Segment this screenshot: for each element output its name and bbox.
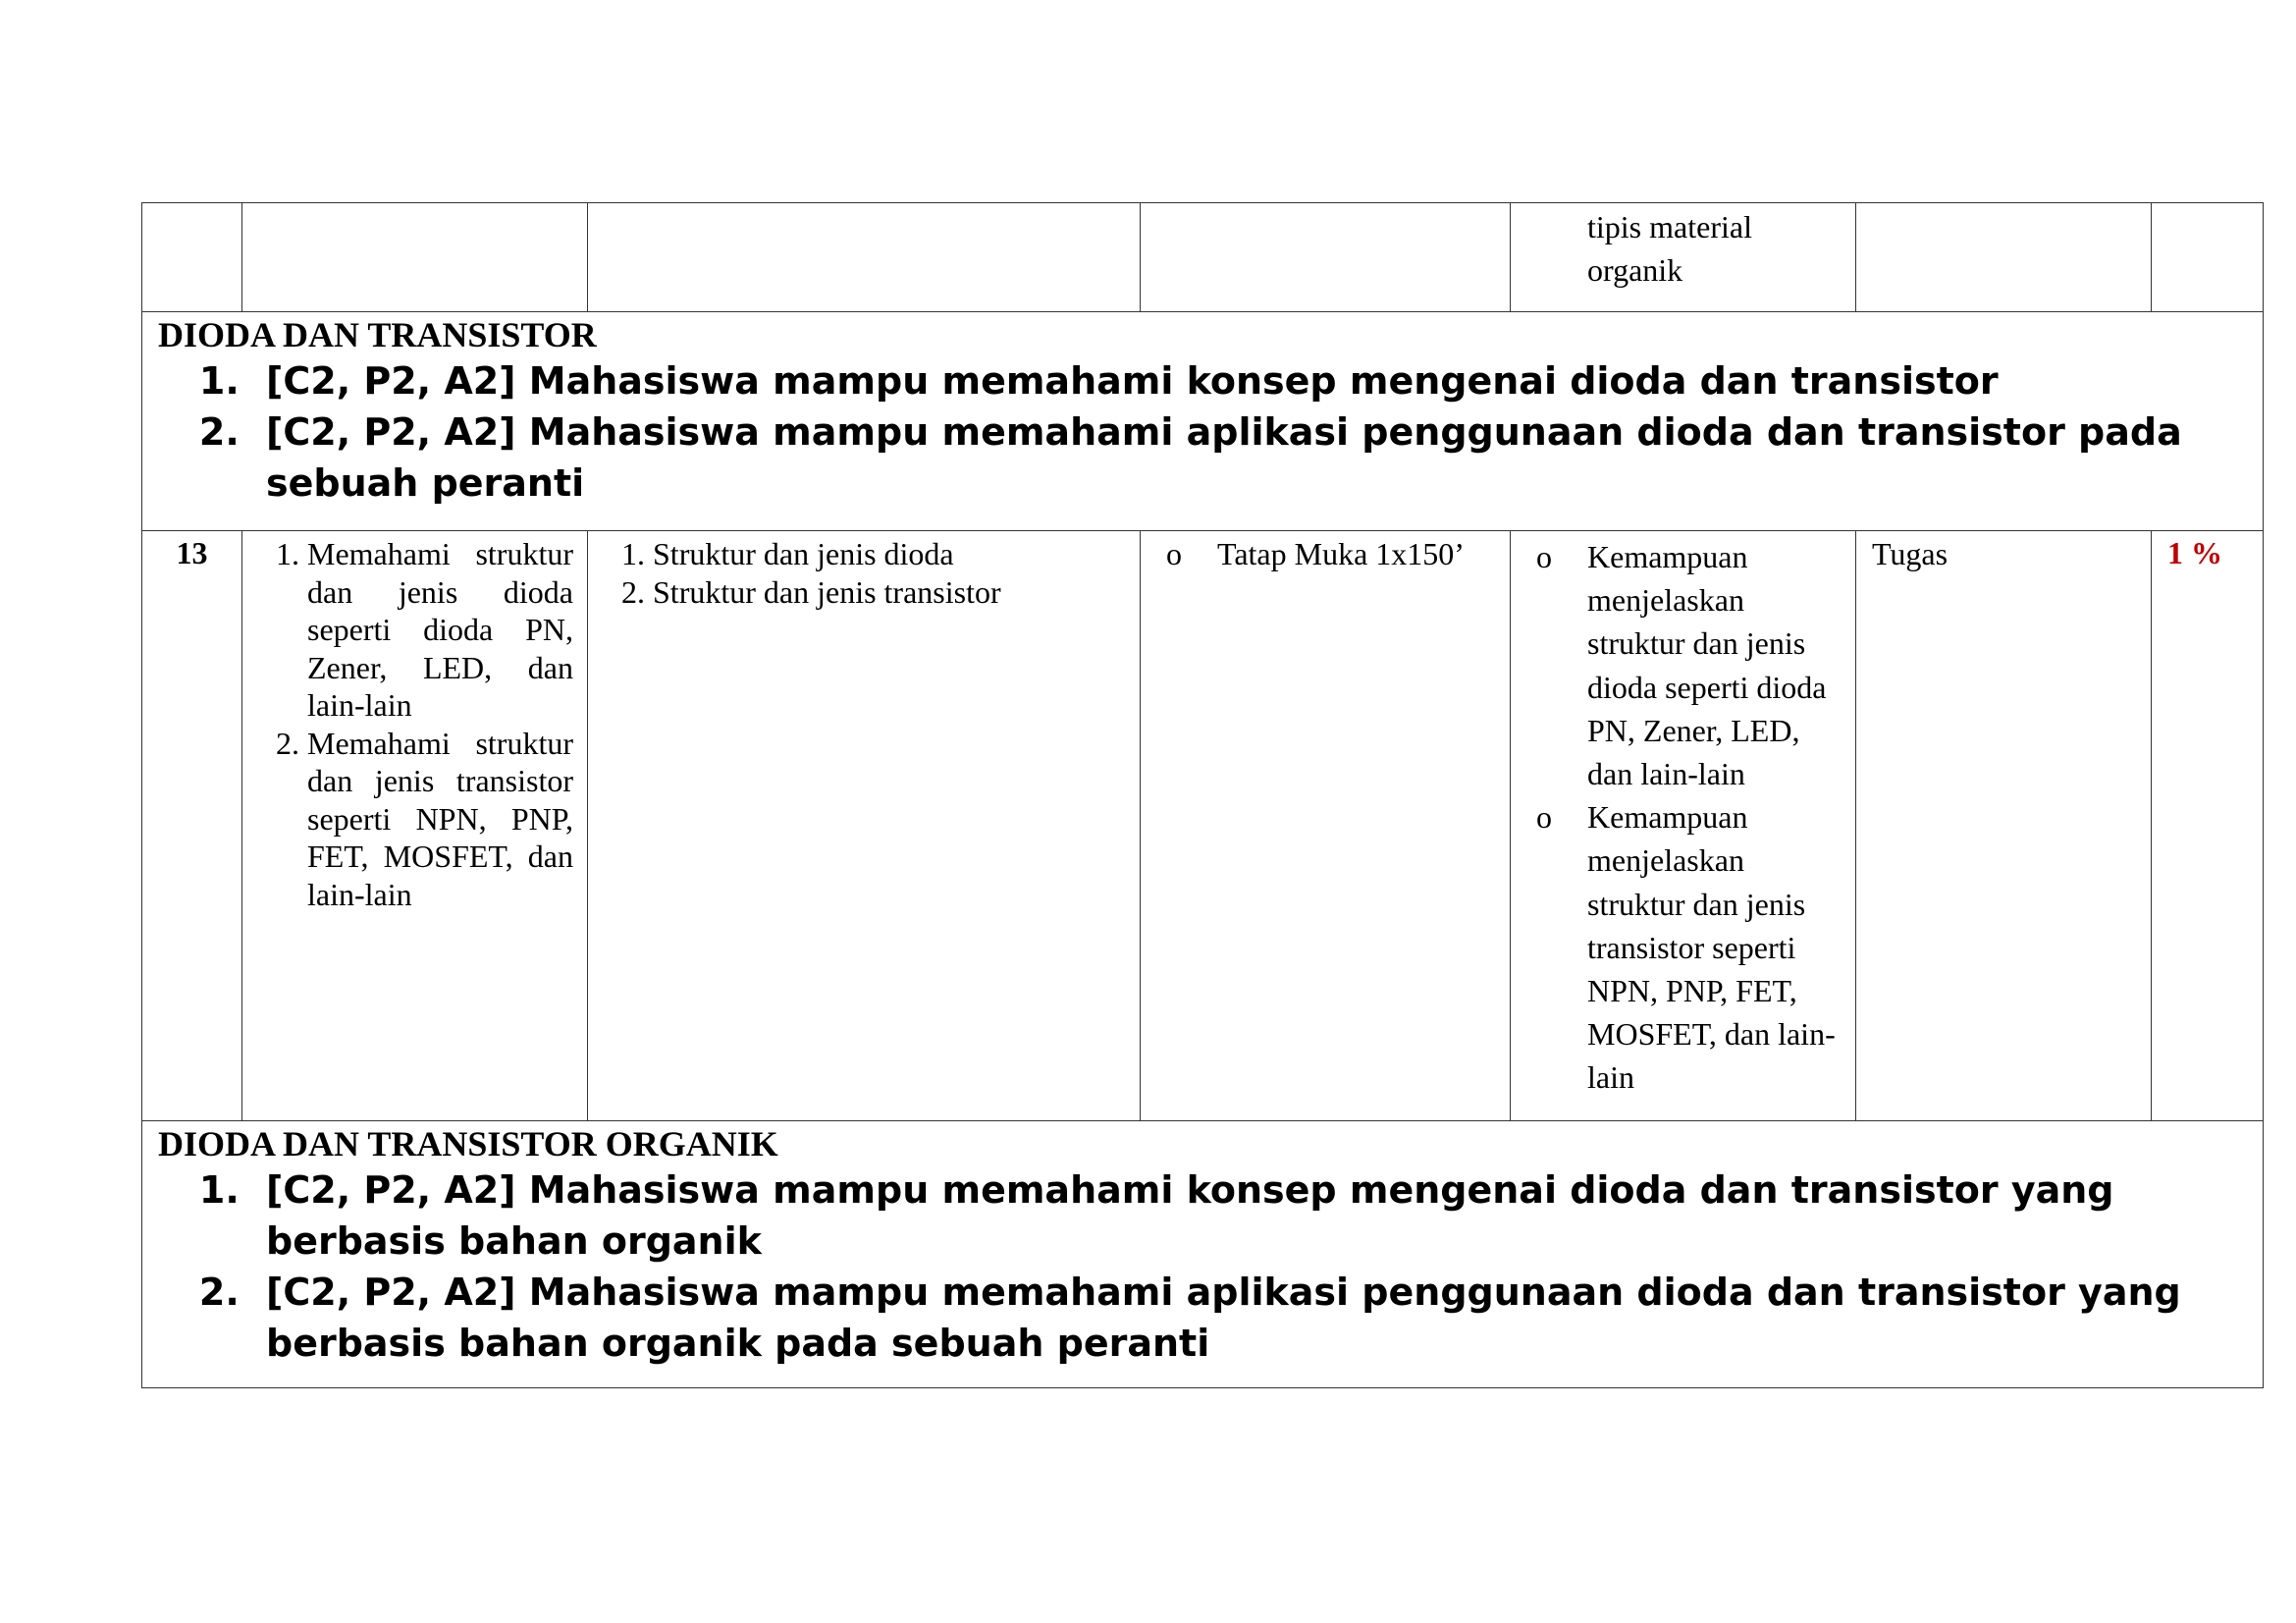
week-number: 13 <box>142 531 242 1121</box>
rps-table <box>141 202 2264 1388</box>
indicator-item: o Kemampuan menjelaskan struktur dan jenis dioda seperti dioda PN, Zener, LED, dan lain-lain <box>1511 535 1845 795</box>
cell-methods <box>1141 531 1511 1121</box>
material-item: 1. Struktur dan jenis dioda <box>653 535 1130 573</box>
cell-weight-empty <box>2152 203 2264 312</box>
cell-capabilities <box>242 531 588 1121</box>
weight-percent: 1 % <box>2152 531 2264 1121</box>
objective-item: 1. [C2, P2, A2] Mahasiswa mampu memahami konsep mengenai dioda dan transistor <box>252 355 2247 406</box>
assessment-type: Tugas <box>1856 531 2152 1121</box>
cell-assessment-empty <box>1856 203 2152 312</box>
indicator-continued-text: tipis material organik <box>1587 209 1752 288</box>
objective-item: 1. [C2, P2, A2] Mahasiswa mampu memahami konsep mengenai dioda dan transistor yang berbasis bahan organik <box>252 1164 2247 1267</box>
method-list <box>1141 535 1510 572</box>
capability-item: 1. Memahami struktur dan jenis dioda seperti dioda PN, Zener, LED, dan lain-lain <box>307 535 573 725</box>
table-row-week-13 <box>142 531 2264 1121</box>
objective-list <box>158 1164 2247 1369</box>
capability-item: 2. Memahami struktur dan jenis transistor seperti NPN, PNP, FET, MOSFET, dan lain-lain <box>307 725 573 914</box>
material-list <box>588 535 1140 611</box>
indicator-list <box>1511 535 1855 1100</box>
indicator-item: o Kemampuan menjelaskan struktur dan jenis transistor seperti NPN, PNP, FET, MOSFET, dan lain-lain <box>1511 795 1845 1099</box>
cell-materials <box>588 531 1141 1121</box>
section-cell <box>142 312 2264 531</box>
cell-indicator-continued <box>1511 203 1856 312</box>
cell-indicators <box>1511 531 1856 1121</box>
cell-material-empty <box>588 203 1141 312</box>
method-item: o Tatap Muka 1x150’ <box>1141 535 1500 572</box>
table-row-previous <box>142 203 2264 312</box>
section-row-dioda-transistor-organik <box>142 1121 2264 1388</box>
section-cell <box>142 1121 2264 1388</box>
objective-item: 2. [C2, P2, A2] Mahasiswa mampu memahami aplikasi penggunaan dioda dan transistor pada sebuah peranti <box>252 406 2247 509</box>
cell-method-empty <box>1141 203 1511 312</box>
section-title: DIODA DAN TRANSISTOR <box>158 315 597 354</box>
cell-week-empty <box>142 203 242 312</box>
capability-list <box>242 535 587 913</box>
objective-list <box>158 355 2247 509</box>
cell-capability-empty <box>242 203 588 312</box>
objective-item: 2. [C2, P2, A2] Mahasiswa mampu memahami aplikasi penggunaan dioda dan transistor yang berbasis bahan organik pada sebuah peranti <box>252 1267 2247 1369</box>
section-row-dioda-transistor <box>142 312 2264 531</box>
section-title: DIODA DAN TRANSISTOR ORGANIK <box>158 1124 778 1163</box>
material-item: 2. Struktur dan jenis transistor <box>653 573 1130 612</box>
